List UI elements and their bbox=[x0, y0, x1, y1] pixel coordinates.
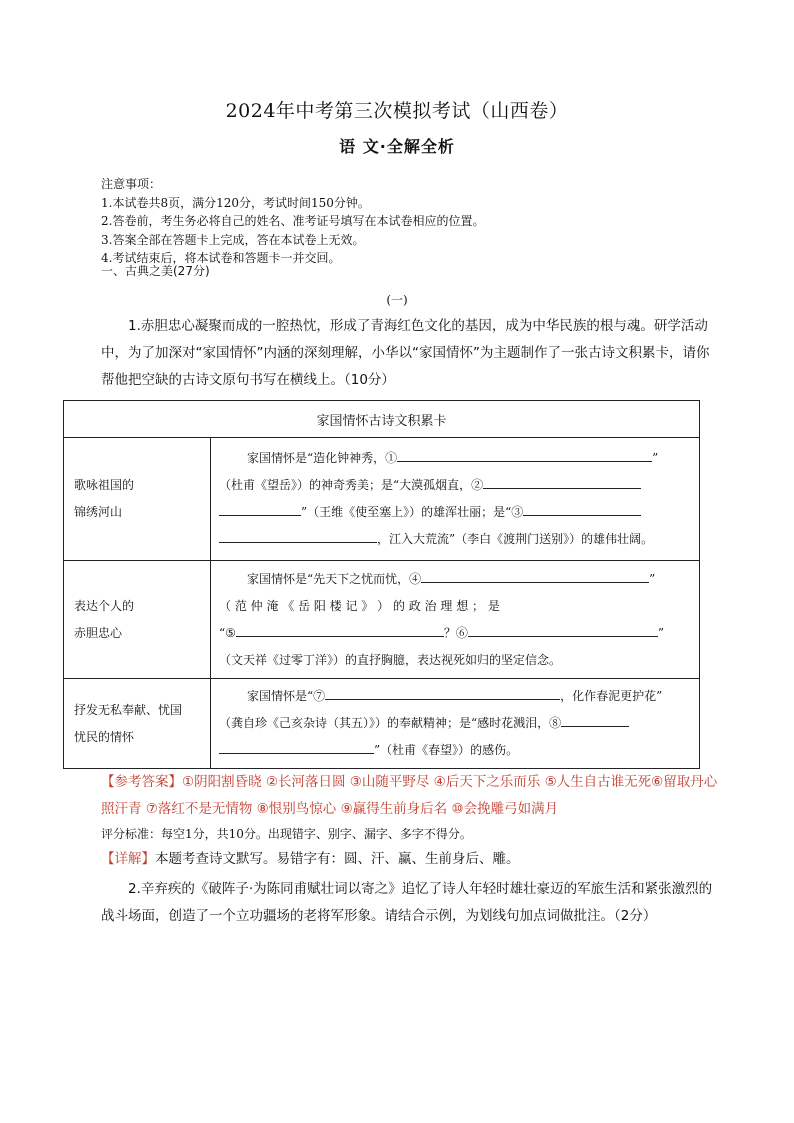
card-text: （ 范 仲 淹 《 岳 阳 楼 记 》 ） 的 政 治 理 想 ； 是 bbox=[219, 598, 500, 613]
card-text: ，化作春泥更护花” bbox=[560, 689, 663, 703]
blank-8[interactable] bbox=[561, 712, 629, 727]
blank-7[interactable] bbox=[325, 685, 560, 700]
card-text: （文天祥《过零丁洋》）的直抒胸臆，表达视死如归的坚定信念。 bbox=[219, 652, 562, 667]
card-text: “⑤ bbox=[219, 625, 236, 640]
answer-text: ①阴阳割昏晓 ②长河落日圆 ③山随平野尽 ④后天下之乐而乐 ⑤人生自古谁无死⑥留取丹心照汗青 ⑦落红不是无情物 ⑧恨别鸟惊心 ⑨赢得生前身后名 ⑩会挽雕弓如满月 bbox=[101, 774, 718, 817]
page-subtitle: 语 文·全解全析 bbox=[339, 137, 455, 156]
card-content bbox=[211, 438, 700, 561]
category-line: 锦绣河山 bbox=[74, 505, 123, 519]
question-1: 1.赤胆忠心凝聚而成的一腔热忱，形成了青海红色文化的基因，成为中华民族的根与魂。研学活动中，为了加深对“家国情怀”内涵的深刻理解，小华以“家国情怀”为主题制作了一张古诗文积累卡，请你帮他把空缺的古诗文原句书写在横线上。（10分） bbox=[101, 318, 710, 388]
notes-heading: 注意事项： bbox=[101, 177, 162, 191]
note-item: 4.考试结束后，将本试卷和答题卡一并交回。 bbox=[101, 251, 341, 265]
section-subtitle: (一) bbox=[386, 293, 408, 307]
blank-5[interactable] bbox=[236, 622, 444, 637]
section-title: 一、古典之美(27分) bbox=[101, 264, 210, 278]
blank-6[interactable] bbox=[468, 622, 658, 637]
card-category bbox=[64, 561, 211, 679]
reference-answer bbox=[101, 769, 721, 823]
accumulation-card bbox=[63, 400, 700, 769]
category-line: 忧民的情怀 bbox=[74, 729, 135, 744]
card-text: ，江入大荒流”（李白《渡荆门送别》）的雄伟壮阔。 bbox=[377, 532, 654, 546]
card-text: 家国情怀是“先天下之忧而忧，④ bbox=[247, 571, 422, 586]
page-title: 2024年中考第三次模拟考试（山西卷） bbox=[225, 100, 569, 122]
card-text: （龚自珍《己亥杂诗（其五）》）的奉献精神；是“感时花溅泪，⑧ bbox=[219, 716, 562, 730]
blank-3-cont[interactable] bbox=[219, 528, 377, 543]
detail-text: 本题考查诗文默写。易错字有：圆、汗、赢、生前身后、雕。 bbox=[155, 851, 520, 867]
card-text: 家国情怀是“造化钟神秀，① bbox=[247, 451, 398, 465]
detail-label: 【详解】 bbox=[101, 851, 155, 867]
card-title: 家国情怀古诗文积累卡 bbox=[64, 401, 700, 438]
card-text: ？⑥ bbox=[443, 625, 468, 640]
card-text: ” bbox=[657, 625, 665, 640]
card-content bbox=[211, 679, 700, 769]
category-line: 赤胆忠心 bbox=[74, 625, 123, 640]
card-text: ” bbox=[649, 571, 656, 586]
blank-2[interactable] bbox=[483, 474, 641, 489]
answer-label: 【参考答案】 bbox=[101, 774, 182, 790]
card-text: ”（王维《使至塞上》）的雄浑壮丽；是“③ bbox=[301, 505, 524, 519]
note-item: 1.本试卷共8页，满分120分，考试时间150分钟。 bbox=[101, 195, 370, 210]
note-item: 2.答卷前，考生务必将自己的姓名、准考证号填写在本试卷相应的位置。 bbox=[101, 214, 485, 228]
grading-criteria: 评分标准：每空1分，共10分。出现错字、别字、漏字、多字不得分。 bbox=[101, 827, 472, 841]
note-item: 3.答案全部在答题卡上完成，答在本试卷上无效。 bbox=[101, 232, 365, 247]
card-text: ”（杜甫《春望》）的感伤。 bbox=[374, 743, 519, 757]
detail-explanation bbox=[101, 847, 520, 867]
blank-8-cont[interactable] bbox=[219, 739, 374, 754]
category-line: 抒发无私奉献、忧国 bbox=[74, 702, 183, 717]
blank-4[interactable] bbox=[421, 568, 649, 583]
notes-section bbox=[101, 175, 484, 268]
category-line: 歌咏祖国的 bbox=[74, 478, 135, 492]
card-content bbox=[211, 561, 700, 679]
blank-3[interactable] bbox=[523, 501, 641, 516]
card-text: 家国情怀是“⑦ bbox=[247, 689, 326, 703]
card-text: （杜甫《望岳》）的神奇秀美；是“大漠孤烟直，② bbox=[219, 478, 484, 492]
card-category bbox=[64, 438, 211, 561]
category-line: 表达个人的 bbox=[74, 598, 135, 613]
card-text: ” bbox=[652, 451, 659, 465]
question-2: 2.辛弃疾的《破阵子·为陈同甫赋壮词以寄之》追忆了诗人年轻时雄壮豪迈的军旅生活和紧张激烈的战斗场面，创造了一个立功疆场的老将军形象。请结合示例，为划线句加点词做批注。（2分） bbox=[101, 881, 713, 924]
blank-2-cont[interactable] bbox=[219, 501, 301, 516]
card-category bbox=[64, 679, 211, 769]
blank-1[interactable] bbox=[397, 447, 652, 462]
